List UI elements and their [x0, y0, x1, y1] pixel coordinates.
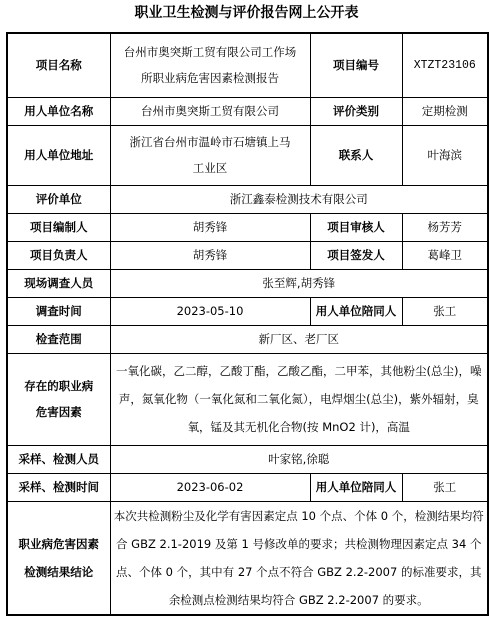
evaluation-type-value: 定期检测: [402, 97, 488, 125]
reviewer-label: 项目审核人: [310, 213, 402, 241]
contact-label: 联系人: [310, 125, 402, 185]
issuer-label: 项目签发人: [310, 241, 402, 269]
conclusion-label: 职业病危害因素检测结果结论: [7, 501, 110, 615]
hazards-value: 一氧化碳，乙二醇，乙酸丁酯，乙酸乙酯，二甲苯，其他粉尘(总尘)，噪声，氮氧化物（一氧化氮和二氧化氮），电焊烟尘(总尘)，紫外辐射，臭氧，锰及其无机化合物(按 MnO2 计)，高温: [110, 353, 488, 445]
employer-address-value: 浙江省台州市温岭市石塘镇上马工业区: [110, 125, 310, 185]
inspection-scope-value: 新厂区、老厂区: [110, 325, 488, 353]
project-number-value: XTZT23106: [402, 33, 488, 97]
accompany-label: 用人单位陪同人: [310, 473, 402, 501]
table-row: [7, 445, 488, 473]
samplers-value: 叶家铭,徐聪: [110, 445, 488, 473]
hazards-label: 存在的职业病危害因素: [7, 353, 110, 445]
table-row: [7, 185, 488, 213]
project-number-label: 项目编号: [310, 33, 402, 97]
conclusion-value: 本次共检测粉尘及化学有害因素定点 10 个点、个体 0 个，检测结果均符合 GBZ 2.1-2019 及第 1 号修改单的要求；共检测物理因素定点 34 个点、个体 0 个，其中有 27 个点不符合 GBZ 2.2-2007 的标准要求，其余检测点检测结果均符合 GBZ 2.2-2007 的要求。: [110, 501, 488, 615]
site-investigators-value: 张至辉,胡秀锋: [110, 269, 488, 297]
table-row: [7, 33, 488, 97]
issuer-value: 葛峰卫: [402, 241, 488, 269]
table-row: [7, 213, 488, 241]
evaluation-unit-value: 浙江鑫泰检测技术有限公司: [110, 185, 488, 213]
sampling-time-label: 采样、检测时间: [7, 473, 110, 501]
employer-address-label: 用人单位地址: [7, 125, 110, 185]
accompany-value: 张工: [402, 297, 488, 325]
table-row: [7, 241, 488, 269]
table-row: [7, 473, 488, 501]
table-row: [7, 125, 488, 185]
table-row: [7, 325, 488, 353]
table-row: [7, 501, 488, 615]
project-name-label: 项目名称: [7, 33, 110, 97]
sampling-time-value: 2023-06-02: [110, 473, 310, 501]
compiler-value: 胡秀锋: [110, 213, 310, 241]
inspection-scope-label: 检查范围: [7, 325, 110, 353]
project-name-value: 台州市奥突斯工贸有限公司工作场所职业病危害因素检测报告: [110, 33, 310, 97]
table-row: [7, 97, 488, 125]
project-lead-label: 项目负责人: [7, 241, 110, 269]
evaluation-unit-label: 评价单位: [7, 185, 110, 213]
employer-value: 台州市奥突斯工贸有限公司: [110, 97, 310, 125]
accompany-value: 张工: [402, 473, 488, 501]
page-title: 职业卫生检测与评价报告网上公开表: [134, 5, 359, 21]
investigation-time-label: 调查时间: [7, 297, 110, 325]
samplers-label: 采样、检测人员: [7, 445, 110, 473]
investigation-time-value: 2023-05-10: [110, 297, 310, 325]
compiler-label: 项目编制人: [7, 213, 110, 241]
accompany-label: 用人单位陪同人: [310, 297, 402, 325]
contact-value: 叶海滨: [402, 125, 488, 185]
table-row: [7, 269, 488, 297]
employer-label: 用人单位名称: [7, 97, 110, 125]
table-row: [7, 297, 488, 325]
report-table: [6, 32, 489, 616]
table-row: [7, 353, 488, 445]
site-investigators-label: 现场调查人员: [7, 269, 110, 297]
evaluation-type-label: 评价类别: [310, 97, 402, 125]
reviewer-value: 杨芳芳: [402, 213, 488, 241]
project-lead-value: 胡秀锋: [110, 241, 310, 269]
